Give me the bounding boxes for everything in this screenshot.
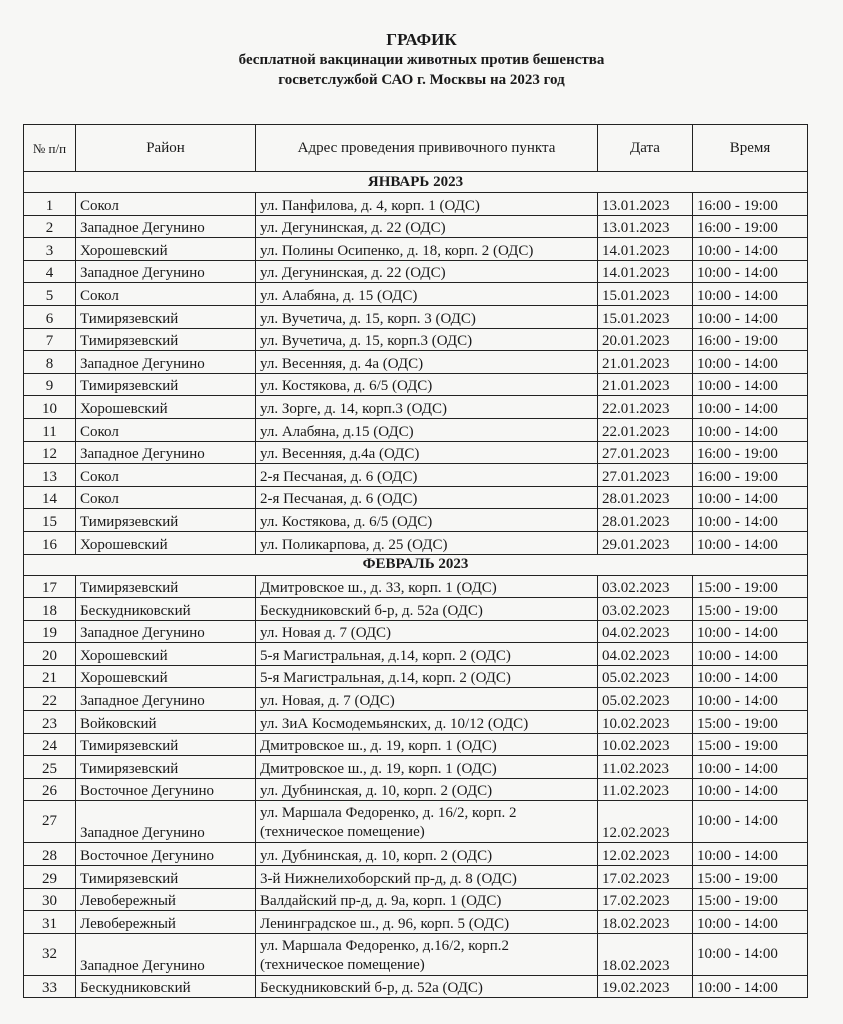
cell-time: 10:00 - 14:00: [693, 665, 808, 688]
table-header-row: [24, 125, 808, 172]
cell-address: ул. Алабяна, д.15 (ОДС): [256, 418, 598, 441]
cell-date: 13.01.2023: [598, 215, 693, 238]
cell-time: 15:00 - 19:00: [693, 733, 808, 756]
cell-time: 15:00 - 19:00: [693, 598, 808, 621]
cell-district: Хорошевский: [76, 238, 256, 261]
cell-time: 15:00 - 19:00: [693, 888, 808, 911]
table-row: [24, 756, 808, 779]
cell-district: Тимирязевский: [76, 733, 256, 756]
cell-address: ул. ЗиА Космодемьянских, д. 10/12 (ОДС): [256, 711, 598, 734]
cell-time: 10:00 - 14:00: [693, 843, 808, 866]
cell-date: 05.02.2023: [598, 688, 693, 711]
cell-address: ул. Дегунинская, д. 22 (ОДС): [256, 260, 598, 283]
cell-time: 15:00 - 19:00: [693, 711, 808, 734]
cell-time: 10:00 - 14:00: [693, 620, 808, 643]
document-title-block: [0, 30, 843, 90]
table-row: [24, 238, 808, 261]
cell-num: 5: [24, 283, 76, 306]
cell-district: Тимирязевский: [76, 373, 256, 396]
cell-address: 2-я Песчаная, д. 6 (ОДС): [256, 464, 598, 487]
cell-address: ул. Весенняя, д.4а (ОДС): [256, 441, 598, 464]
cell-address: ул. Новая д. 7 (ОДС): [256, 620, 598, 643]
cell-district: Западное Дегунино: [76, 441, 256, 464]
cell-num: 33: [24, 975, 76, 998]
cell-time: 10:00 - 14:00: [693, 778, 808, 801]
cell-date: 04.02.2023: [598, 643, 693, 666]
table-row: [24, 665, 808, 688]
table-row: [24, 193, 808, 216]
cell-district: Тимирязевский: [76, 866, 256, 889]
cell-date: 27.01.2023: [598, 441, 693, 464]
cell-num: 11: [24, 418, 76, 441]
table-row: [24, 643, 808, 666]
table-row: [24, 688, 808, 711]
table-row: [24, 373, 808, 396]
cell-address: ул. Вучетича, д. 15, корп. 3 (ОДС): [256, 305, 598, 328]
month-header-row: [24, 554, 808, 575]
cell-district: Хорошевский: [76, 396, 256, 419]
table-row: [24, 575, 808, 598]
cell-address: Бескудниковский б-р, д. 52а (ОДС): [256, 975, 598, 998]
cell-num: 25: [24, 756, 76, 779]
cell-district: Тимирязевский: [76, 756, 256, 779]
cell-date: 21.01.2023: [598, 351, 693, 374]
cell-time: 10:00 - 14:00: [693, 351, 808, 374]
table-row: [24, 531, 808, 554]
table-row: [24, 486, 808, 509]
cell-time: 10:00 - 14:00: [693, 509, 808, 532]
cell-district: Западное Дегунино: [76, 933, 256, 975]
header-address: Адрес проведения прививочного пункта: [256, 125, 598, 172]
cell-time: 10:00 - 14:00: [693, 260, 808, 283]
cell-time: 10:00 - 14:00: [693, 305, 808, 328]
cell-address: ул. Дубнинская, д. 10, корп. 2 (ОДС): [256, 778, 598, 801]
cell-time: 10:00 - 14:00: [693, 396, 808, 419]
cell-num: 30: [24, 888, 76, 911]
cell-num: 19: [24, 620, 76, 643]
cell-address: Дмитровское ш., д. 19, корп. 1 (ОДС): [256, 756, 598, 779]
cell-address: ул. Поликарпова, д. 25 (ОДС): [256, 531, 598, 554]
cell-date: 15.01.2023: [598, 305, 693, 328]
cell-date: 18.02.2023: [598, 911, 693, 934]
table-row: [24, 441, 808, 464]
cell-time: 16:00 - 19:00: [693, 215, 808, 238]
cell-num: 12: [24, 441, 76, 464]
table-row: [24, 396, 808, 419]
cell-date: 13.01.2023: [598, 193, 693, 216]
cell-num: 8: [24, 351, 76, 374]
cell-date: 22.01.2023: [598, 418, 693, 441]
cell-address: 5-я Магистральная, д.14, корп. 2 (ОДС): [256, 665, 598, 688]
cell-district: Хорошевский: [76, 531, 256, 554]
table-row: [24, 620, 808, 643]
cell-time: 10:00 - 14:00: [693, 531, 808, 554]
cell-date: 03.02.2023: [598, 575, 693, 598]
cell-address: 5-я Магистральная, д.14, корп. 2 (ОДС): [256, 643, 598, 666]
table-row: [24, 283, 808, 306]
cell-district: Сокол: [76, 283, 256, 306]
header-num: № п/п: [24, 125, 76, 172]
cell-num: 27: [24, 801, 76, 843]
table-row: [24, 711, 808, 734]
cell-district: Хорошевский: [76, 665, 256, 688]
document-title: ГРАФИК: [386, 30, 457, 49]
cell-address: ул. Алабяна, д. 15 (ОДС): [256, 283, 598, 306]
cell-district: Западное Дегунино: [76, 688, 256, 711]
cell-num: 15: [24, 509, 76, 532]
month-label: ФЕВРАЛЬ 2023: [24, 554, 808, 575]
cell-district: Левобережный: [76, 888, 256, 911]
cell-date: 21.01.2023: [598, 373, 693, 396]
cell-district: Тимирязевский: [76, 305, 256, 328]
cell-date: 22.01.2023: [598, 396, 693, 419]
cell-time: 10:00 - 14:00: [693, 486, 808, 509]
cell-address: ул. Новая, д. 7 (ОДС): [256, 688, 598, 711]
cell-date: 17.02.2023: [598, 888, 693, 911]
cell-date: 10.02.2023: [598, 733, 693, 756]
cell-district: Западное Дегунино: [76, 260, 256, 283]
cell-district: Войковский: [76, 711, 256, 734]
table-row: [24, 843, 808, 866]
cell-date: 12.02.2023: [598, 843, 693, 866]
cell-num: 3: [24, 238, 76, 261]
schedule-body: [24, 172, 808, 998]
cell-num: 6: [24, 305, 76, 328]
cell-num: 32: [24, 933, 76, 975]
table-row: [24, 260, 808, 283]
header-date: Дата: [598, 125, 693, 172]
cell-num: 13: [24, 464, 76, 487]
cell-district: Западное Дегунино: [76, 351, 256, 374]
cell-time: 16:00 - 19:00: [693, 328, 808, 351]
table-row: [24, 866, 808, 889]
cell-num: 16: [24, 531, 76, 554]
cell-time: 10:00 - 14:00: [693, 643, 808, 666]
month-label: ЯНВАРЬ 2023: [24, 172, 808, 193]
table-row: [24, 305, 808, 328]
cell-time: 10:00 - 14:00: [693, 911, 808, 934]
cell-date: 28.01.2023: [598, 486, 693, 509]
cell-time: 16:00 - 19:00: [693, 464, 808, 487]
cell-num: 20: [24, 643, 76, 666]
cell-district: Сокол: [76, 486, 256, 509]
cell-address: ул. Костякова, д. 6/5 (ОДС): [256, 509, 598, 532]
table-row: [24, 933, 808, 975]
cell-time: 10:00 - 14:00: [693, 238, 808, 261]
table-row: [24, 215, 808, 238]
cell-time: 10:00 - 14:00: [693, 933, 808, 975]
cell-date: 12.02.2023: [598, 801, 693, 843]
cell-date: 14.01.2023: [598, 238, 693, 261]
cell-num: 28: [24, 843, 76, 866]
cell-date: 18.02.2023: [598, 933, 693, 975]
cell-address: ул. Весенняя, д. 4а (ОДС): [256, 351, 598, 374]
cell-district: Хорошевский: [76, 643, 256, 666]
cell-time: 10:00 - 14:00: [693, 283, 808, 306]
cell-time: 16:00 - 19:00: [693, 441, 808, 464]
cell-date: 15.01.2023: [598, 283, 693, 306]
cell-district: Сокол: [76, 418, 256, 441]
cell-address: Бескудниковский б-р, д. 52а (ОДС): [256, 598, 598, 621]
cell-address: ул. Панфилова, д. 4, корп. 1 (ОДС): [256, 193, 598, 216]
cell-address: ул. Маршала Федоренко, д.16/2, корп.2 (техническое помещение): [256, 933, 598, 975]
table-row: [24, 733, 808, 756]
cell-address: Ленинградское ш., д. 96, корп. 5 (ОДС): [256, 911, 598, 934]
cell-date: 20.01.2023: [598, 328, 693, 351]
table-row: [24, 911, 808, 934]
cell-address: 3-й Нижнелихоборский пр-д, д. 8 (ОДС): [256, 866, 598, 889]
cell-num: 1: [24, 193, 76, 216]
cell-num: 17: [24, 575, 76, 598]
document-subtitle-line-2: госветслужбой САО г. Москвы на 2023 год: [278, 72, 565, 88]
cell-district: Левобережный: [76, 911, 256, 934]
table-row: [24, 509, 808, 532]
cell-num: 18: [24, 598, 76, 621]
cell-time: 10:00 - 14:00: [693, 801, 808, 843]
cell-address: Дмитровское ш., д. 33, корп. 1 (ОДС): [256, 575, 598, 598]
cell-time: 10:00 - 14:00: [693, 373, 808, 396]
cell-num: 14: [24, 486, 76, 509]
header-time: Время: [693, 125, 808, 172]
cell-district: Тимирязевский: [76, 509, 256, 532]
cell-address: 2-я Песчаная, д. 6 (ОДС): [256, 486, 598, 509]
table-row: [24, 888, 808, 911]
cell-date: 11.02.2023: [598, 778, 693, 801]
cell-district: Восточное Дегунино: [76, 778, 256, 801]
cell-district: Тимирязевский: [76, 328, 256, 351]
cell-date: 28.01.2023: [598, 509, 693, 532]
cell-date: 05.02.2023: [598, 665, 693, 688]
cell-num: 9: [24, 373, 76, 396]
cell-district: Западное Дегунино: [76, 215, 256, 238]
table-row: [24, 328, 808, 351]
cell-num: 2: [24, 215, 76, 238]
cell-date: 03.02.2023: [598, 598, 693, 621]
cell-date: 14.01.2023: [598, 260, 693, 283]
cell-district: Восточное Дегунино: [76, 843, 256, 866]
table-row: [24, 975, 808, 998]
cell-time: 15:00 - 19:00: [693, 866, 808, 889]
cell-date: 17.02.2023: [598, 866, 693, 889]
cell-num: 24: [24, 733, 76, 756]
cell-date: 11.02.2023: [598, 756, 693, 779]
table-row: [24, 598, 808, 621]
table-row: [24, 801, 808, 843]
cell-date: 10.02.2023: [598, 711, 693, 734]
table-row: [24, 778, 808, 801]
cell-district: Сокол: [76, 193, 256, 216]
cell-date: 19.02.2023: [598, 975, 693, 998]
cell-num: 31: [24, 911, 76, 934]
cell-address: ул. Дегунинская, д. 22 (ОДС): [256, 215, 598, 238]
table-row: [24, 351, 808, 374]
cell-time: 10:00 - 14:00: [693, 756, 808, 779]
cell-num: 7: [24, 328, 76, 351]
cell-date: 04.02.2023: [598, 620, 693, 643]
cell-date: 29.01.2023: [598, 531, 693, 554]
vaccination-schedule-table: [23, 124, 808, 998]
table-row: [24, 464, 808, 487]
table-row: [24, 418, 808, 441]
cell-address: ул. Полины Осипенко, д. 18, корп. 2 (ОДС): [256, 238, 598, 261]
month-header-row: [24, 172, 808, 193]
cell-num: 26: [24, 778, 76, 801]
cell-num: 4: [24, 260, 76, 283]
cell-num: 21: [24, 665, 76, 688]
cell-address: Валдайский пр-д, д. 9а, корп. 1 (ОДС): [256, 888, 598, 911]
cell-address: ул. Зорге, д. 14, корп.3 (ОДС): [256, 396, 598, 419]
cell-num: 10: [24, 396, 76, 419]
cell-district: Тимирязевский: [76, 575, 256, 598]
cell-address: ул. Дубнинская, д. 10, корп. 2 (ОДС): [256, 843, 598, 866]
cell-time: 10:00 - 14:00: [693, 418, 808, 441]
cell-time: 10:00 - 14:00: [693, 688, 808, 711]
cell-address: ул. Костякова, д. 6/5 (ОДС): [256, 373, 598, 396]
cell-time: 16:00 - 19:00: [693, 193, 808, 216]
cell-num: 29: [24, 866, 76, 889]
cell-address: ул. Вучетича, д. 15, корп.3 (ОДС): [256, 328, 598, 351]
cell-district: Сокол: [76, 464, 256, 487]
cell-num: 23: [24, 711, 76, 734]
cell-address: Дмитровское ш., д. 19, корп. 1 (ОДС): [256, 733, 598, 756]
cell-num: 22: [24, 688, 76, 711]
header-district: Район: [76, 125, 256, 172]
cell-date: 27.01.2023: [598, 464, 693, 487]
cell-district: Бескудниковский: [76, 598, 256, 621]
cell-time: 10:00 - 14:00: [693, 975, 808, 998]
cell-district: Бескудниковский: [76, 975, 256, 998]
cell-district: Западное Дегунино: [76, 801, 256, 843]
cell-district: Западное Дегунино: [76, 620, 256, 643]
cell-address: ул. Маршала Федоренко, д. 16/2, корп. 2 (техническое помещение): [256, 801, 598, 843]
document-subtitle-line-1: бесплатной вакцинации животных против бешенства: [238, 52, 605, 68]
cell-time: 15:00 - 19:00: [693, 575, 808, 598]
